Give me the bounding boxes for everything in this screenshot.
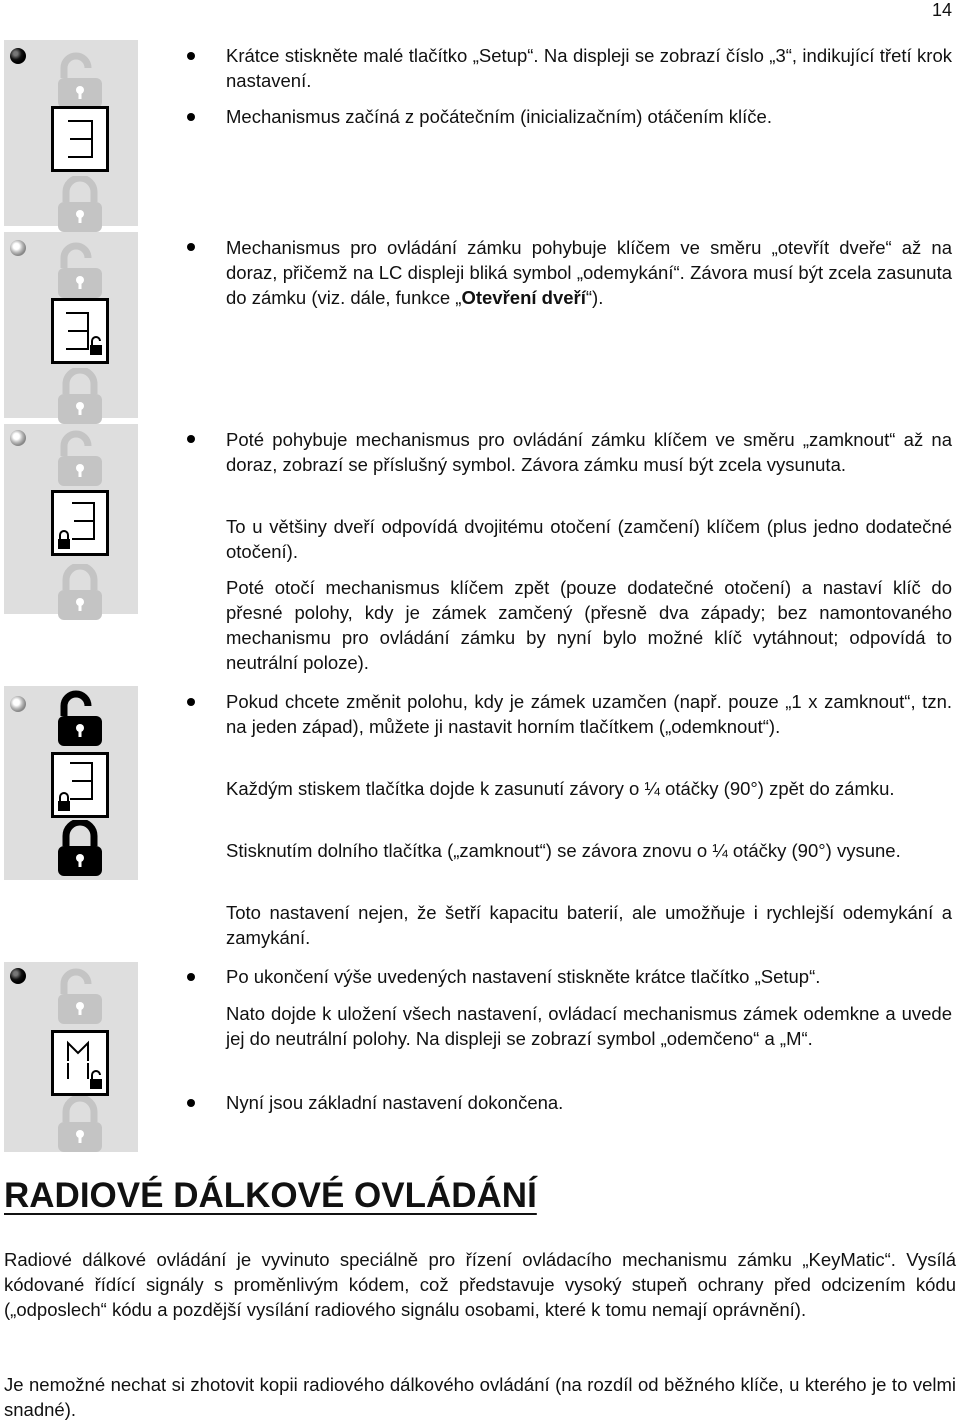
step2-bullet1 bbox=[226, 235, 952, 310]
lock-button-icon bbox=[52, 564, 108, 622]
lcd-display bbox=[51, 490, 109, 556]
keypad-panel-2 bbox=[4, 232, 138, 418]
lcd-letter-m bbox=[54, 1033, 106, 1093]
section-heading: RADIOVÉ DÁLKOVÉ OVLÁDÁNÍ bbox=[4, 1176, 537, 1215]
led-indicator bbox=[10, 430, 26, 446]
bullet bbox=[187, 698, 195, 706]
step3-bullet1: Poté pohybuje mechanismus pro ovládání zámku klíčem ve směru „zamknout“ až na doraz, zobrazí se příslušný symbol. Závora zámku musí být zcela vysunuta. bbox=[226, 429, 952, 475]
led-indicator bbox=[10, 240, 26, 256]
lcd-display bbox=[51, 298, 109, 364]
unlock-button-icon bbox=[52, 690, 108, 748]
keypad-panel-4 bbox=[4, 686, 138, 880]
page-number: 14 bbox=[931, 0, 952, 20]
unlock-button-icon bbox=[52, 52, 108, 110]
bullet bbox=[187, 1099, 195, 1107]
bullet bbox=[187, 435, 195, 443]
step4-bullet1: Pokud chcete změnit polohu, kdy je zámek uzamčen (např. pouze „1 x zamknout“, tzn. na jeden západ), můžete ji nastavit horním tlačítkem („odemknout“). bbox=[226, 691, 952, 737]
keypad-panel-1 bbox=[4, 40, 138, 226]
bullet bbox=[187, 243, 195, 251]
lock-button-icon bbox=[52, 820, 108, 878]
keypad-panel-5 bbox=[4, 962, 138, 1152]
lcd-display bbox=[51, 1030, 109, 1096]
step2-text-end: “). bbox=[585, 287, 604, 308]
lcd-display bbox=[51, 752, 109, 818]
lcd-digit-3 bbox=[54, 109, 106, 169]
section-para1: Radiové dálkové ovládání je vyvinuto speciálně pro řízení ovládacího mechanismu zámku „KeyMatic“. Vysílá kódované řídící signály s proměnlivým kódem, což představuje vysoký stupeň ochrany před odcizením kódu („odposlech“ kódu a pozdější vysílání radiového signálu osobami, které k tomu nemají oprávnění). bbox=[4, 1249, 956, 1320]
unlock-button-icon bbox=[52, 242, 108, 300]
bullet bbox=[187, 973, 195, 981]
unlock-button-icon bbox=[52, 430, 108, 488]
led-indicator bbox=[10, 696, 26, 712]
step3-para1: To u většiny dveří odpovídá dvojitému otočení (zamčení) klíčem (plus jedno dodatečné otočení). bbox=[226, 516, 952, 562]
step2-text: Mechanismus pro ovládání zámku pohybuje klíčem ve směru „otevřít dveře“ až na doraz, přičemž na LC displeji bliká symbol „odemykání“. Závora musí být zcela zasunuta do zámku (viz. dále, funkce „ bbox=[226, 237, 952, 308]
lcd-digit-3 bbox=[54, 301, 106, 361]
step5-bullet1: Po ukončení výše uvedených nastavení stiskněte krátce tlačítko „Setup“. bbox=[226, 966, 821, 987]
lcd-digit-3 bbox=[54, 755, 106, 815]
lcd-display bbox=[51, 106, 109, 172]
step4-para3: Toto nastavení nejen, že šetří kapacitu baterií, ale umožňuje i rychlejší odemykání a zamykání. bbox=[226, 902, 952, 948]
step4-para2: Stisknutím dolního tlačítka („zamknout“) se závora znovu o ¼ otáčky (90°) vysune. bbox=[226, 840, 901, 861]
function-name: Otevření dveří bbox=[461, 287, 586, 308]
step4-para1: Každým stiskem tlačítka dojde k zasunutí závory o ¼ otáčky (90°) zpět do zámku. bbox=[226, 778, 895, 799]
step1-bullet2: Mechanismus začíná z počátečním (inicializačním) otáčením klíče. bbox=[226, 106, 772, 127]
lock-button-icon bbox=[52, 368, 108, 426]
unlock-button-icon bbox=[52, 968, 108, 1026]
step5-final-bullet: Nyní jsou základní nastavení dokončena. bbox=[226, 1092, 564, 1113]
lcd-digit-3 bbox=[54, 493, 106, 553]
bullet bbox=[187, 52, 195, 60]
keypad-panel-3 bbox=[4, 424, 138, 614]
lock-button-icon bbox=[52, 1096, 108, 1154]
bullet bbox=[187, 113, 195, 121]
led-indicator bbox=[10, 48, 26, 64]
section-para2: Je nemožné nechat si zhotovit kopii radiového dálkového ovládání (na rozdíl od běžného klíče, u kterého je to velmi snadné). bbox=[4, 1374, 956, 1420]
lock-button-icon bbox=[52, 176, 108, 234]
step3-para2: Poté otočí mechanismus klíčem zpět (pouze dodatečné otočení) a nastaví klíč do přesné polohy, kdy je zámek zamčený (přesně dva západy; bez namontovaného mechanismu pro ovládání zámku by nyní bylo možné klíč vytáhnout; odpovídá to neutrální poloze). bbox=[226, 577, 952, 673]
step5-para1: Nato dojde k uložení všech nastavení, ovládací mechanismus zámek odemkne a uvede jej do neutrální polohy. Na displeji se zobrazí symbol „odemčeno“ a „M“. bbox=[226, 1003, 952, 1049]
step1-bullet1: Krátce stiskněte malé tlačítko „Setup“. Na displeji se zobrazí číslo „3“, indikující třetí krok nastavení. bbox=[226, 45, 952, 91]
led-indicator bbox=[10, 968, 26, 984]
